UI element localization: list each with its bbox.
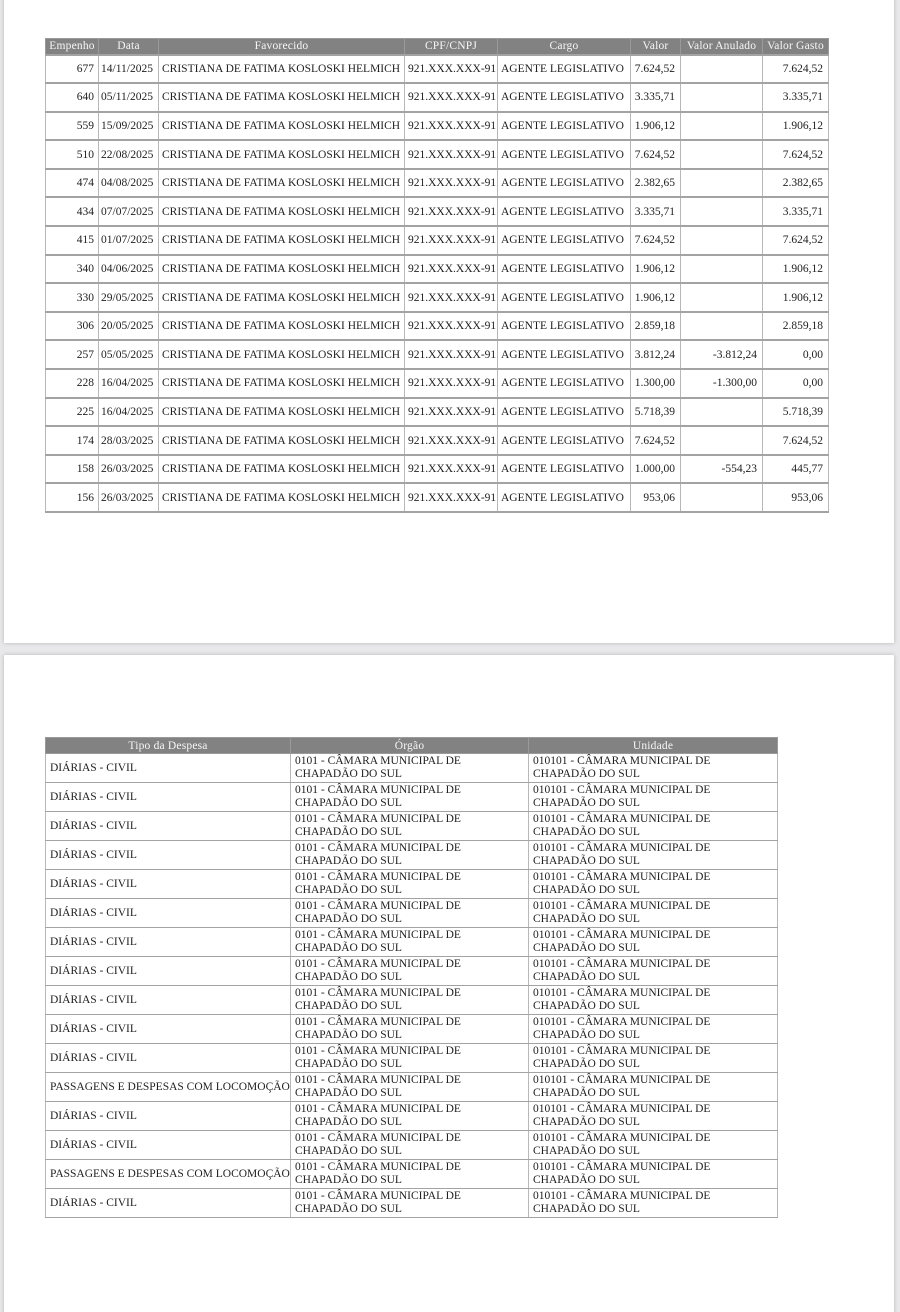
table-cell: 2.382,65 xyxy=(763,169,829,198)
table-cell: 1.906,12 xyxy=(763,255,829,284)
table-cell: DIÁRIAS - CIVIL xyxy=(46,754,291,783)
table-cell: 1.300,00 xyxy=(631,369,681,398)
table-cell: 7.624,52 xyxy=(631,55,681,84)
table-row xyxy=(46,1044,778,1073)
despesas-table-body xyxy=(46,754,778,1218)
table-cell: CRISTIANA DE FATIMA KOSLOSKI HELMICH xyxy=(159,169,405,198)
table-cell: 3.812,24 xyxy=(631,340,681,369)
table-cell: 921.XXX.XXX-91 xyxy=(405,197,498,226)
table-cell: 0101 - CÂMARA MUNICIPAL DE CHAPADÃO DO SUL xyxy=(291,783,529,812)
table-row xyxy=(46,1102,778,1131)
table-cell: 3.335,71 xyxy=(763,197,829,226)
table-cell: 0101 - CÂMARA MUNICIPAL DE CHAPADÃO DO SUL xyxy=(291,899,529,928)
table-cell: 677 xyxy=(46,55,99,84)
column-header: Unidade xyxy=(529,738,778,754)
table-cell: CRISTIANA DE FATIMA KOSLOSKI HELMICH xyxy=(159,340,405,369)
table-cell: CRISTIANA DE FATIMA KOSLOSKI HELMICH xyxy=(159,226,405,255)
table-cell: 22/08/2025 xyxy=(99,140,159,169)
table-row xyxy=(46,483,829,512)
table-cell: 921.XXX.XXX-91 xyxy=(405,55,498,84)
table-cell: 01/07/2025 xyxy=(99,226,159,255)
table-cell: AGENTE LEGISLATIVO xyxy=(498,255,631,284)
table-cell: PASSAGENS E DESPESAS COM LOCOMOÇÃO xyxy=(46,1073,291,1102)
table-row xyxy=(46,1189,778,1218)
table-row xyxy=(46,140,829,169)
table-cell: 228 xyxy=(46,369,99,398)
table-cell: -1.300,00 xyxy=(681,369,763,398)
table-row xyxy=(46,754,778,783)
table-cell: DIÁRIAS - CIVIL xyxy=(46,841,291,870)
table-cell: AGENTE LEGISLATIVO xyxy=(498,83,631,112)
table-cell: 921.XXX.XXX-91 xyxy=(405,226,498,255)
column-header: Favorecido xyxy=(159,39,405,55)
column-header: Tipo da Despesa xyxy=(46,738,291,754)
table-cell: CRISTIANA DE FATIMA KOSLOSKI HELMICH xyxy=(159,55,405,84)
table-cell: 953,06 xyxy=(631,483,681,512)
despesas-table-container xyxy=(45,737,778,1218)
table-row xyxy=(46,841,778,870)
table-cell: AGENTE LEGISLATIVO xyxy=(498,55,631,84)
table-row xyxy=(46,1160,778,1189)
table-cell: 921.XXX.XXX-91 xyxy=(405,283,498,312)
table-row xyxy=(46,899,778,928)
table-cell: 257 xyxy=(46,340,99,369)
table-cell: 156 xyxy=(46,483,99,512)
table-cell xyxy=(681,197,763,226)
table-cell: 330 xyxy=(46,283,99,312)
table-cell: 158 xyxy=(46,455,99,484)
table-row xyxy=(46,226,829,255)
table-cell: 0101 - CÂMARA MUNICIPAL DE CHAPADÃO DO SUL xyxy=(291,1015,529,1044)
table-row xyxy=(46,369,829,398)
table-cell: 5.718,39 xyxy=(763,398,829,427)
table-row xyxy=(46,83,829,112)
table-row xyxy=(46,783,778,812)
table-cell: 640 xyxy=(46,83,99,112)
table-row xyxy=(46,1073,778,1102)
table-cell: 010101 - CÂMARA MUNICIPAL DE CHAPADÃO DO SUL xyxy=(529,1131,778,1160)
table-cell: 5.718,39 xyxy=(631,398,681,427)
table-cell xyxy=(681,398,763,427)
table-cell: 0101 - CÂMARA MUNICIPAL DE CHAPADÃO DO SUL xyxy=(291,870,529,899)
table-cell: 010101 - CÂMARA MUNICIPAL DE CHAPADÃO DO SUL xyxy=(529,841,778,870)
table-cell: DIÁRIAS - CIVIL xyxy=(46,957,291,986)
despesas-table xyxy=(45,737,778,1218)
table-row xyxy=(46,283,829,312)
table-cell: 1.906,12 xyxy=(631,112,681,141)
table-cell: 010101 - CÂMARA MUNICIPAL DE CHAPADÃO DO SUL xyxy=(529,986,778,1015)
table-cell: CRISTIANA DE FATIMA KOSLOSKI HELMICH xyxy=(159,455,405,484)
table-cell: 474 xyxy=(46,169,99,198)
table-cell: AGENTE LEGISLATIVO xyxy=(498,340,631,369)
table-cell: 15/09/2025 xyxy=(99,112,159,141)
table-cell: 28/03/2025 xyxy=(99,426,159,455)
table-cell: 1.000,00 xyxy=(631,455,681,484)
table-cell: 20/05/2025 xyxy=(99,312,159,341)
table-cell: DIÁRIAS - CIVIL xyxy=(46,870,291,899)
table-cell: 510 xyxy=(46,140,99,169)
column-header: Órgão xyxy=(291,738,529,754)
table-cell: 559 xyxy=(46,112,99,141)
column-header: CPF/CNPJ xyxy=(405,39,498,55)
table-cell: DIÁRIAS - CIVIL xyxy=(46,812,291,841)
table-cell: PASSAGENS E DESPESAS COM LOCOMOÇÃO xyxy=(46,1160,291,1189)
table-cell: DIÁRIAS - CIVIL xyxy=(46,986,291,1015)
table-cell: AGENTE LEGISLATIVO xyxy=(498,398,631,427)
table-cell: 010101 - CÂMARA MUNICIPAL DE CHAPADÃO DO SUL xyxy=(529,1073,778,1102)
table-cell: 1.906,12 xyxy=(631,283,681,312)
table-cell: CRISTIANA DE FATIMA KOSLOSKI HELMICH xyxy=(159,426,405,455)
table-row xyxy=(46,197,829,226)
table-cell: 7.624,52 xyxy=(631,140,681,169)
table-cell: CRISTIANA DE FATIMA KOSLOSKI HELMICH xyxy=(159,83,405,112)
table-cell: DIÁRIAS - CIVIL xyxy=(46,1044,291,1073)
table-row xyxy=(46,928,778,957)
table-cell: 174 xyxy=(46,426,99,455)
table-cell: 7.624,52 xyxy=(631,226,681,255)
table-cell: 306 xyxy=(46,312,99,341)
table-row xyxy=(46,312,829,341)
table-cell: CRISTIANA DE FATIMA KOSLOSKI HELMICH xyxy=(159,197,405,226)
table-cell: 0,00 xyxy=(763,340,829,369)
table-cell: 0101 - CÂMARA MUNICIPAL DE CHAPADÃO DO SUL xyxy=(291,841,529,870)
empenhos-table-header xyxy=(46,39,829,55)
table-cell: -554,23 xyxy=(681,455,763,484)
table-cell: CRISTIANA DE FATIMA KOSLOSKI HELMICH xyxy=(159,112,405,141)
table-cell: 7.624,52 xyxy=(631,426,681,455)
table-cell: 0101 - CÂMARA MUNICIPAL DE CHAPADÃO DO SUL xyxy=(291,928,529,957)
table-cell: 921.XXX.XXX-91 xyxy=(405,398,498,427)
table-cell: AGENTE LEGISLATIVO xyxy=(498,455,631,484)
table-cell: DIÁRIAS - CIVIL xyxy=(46,928,291,957)
table-cell xyxy=(681,312,763,341)
table-cell: 010101 - CÂMARA MUNICIPAL DE CHAPADÃO DO SUL xyxy=(529,1189,778,1218)
column-header: Cargo xyxy=(498,39,631,55)
table-cell xyxy=(681,483,763,512)
table-cell: 2.859,18 xyxy=(763,312,829,341)
table-cell: 010101 - CÂMARA MUNICIPAL DE CHAPADÃO DO SUL xyxy=(529,754,778,783)
table-cell: 415 xyxy=(46,226,99,255)
table-cell xyxy=(681,283,763,312)
table-cell: CRISTIANA DE FATIMA KOSLOSKI HELMICH xyxy=(159,483,405,512)
table-cell: 04/06/2025 xyxy=(99,255,159,284)
table-row xyxy=(46,1131,778,1160)
document-page-2 xyxy=(4,655,894,1312)
table-cell: 07/07/2025 xyxy=(99,197,159,226)
table-cell: 7.624,52 xyxy=(763,55,829,84)
table-cell: AGENTE LEGISLATIVO xyxy=(498,140,631,169)
table-cell: 010101 - CÂMARA MUNICIPAL DE CHAPADÃO DO SUL xyxy=(529,1160,778,1189)
table-row xyxy=(46,870,778,899)
table-cell: 0,00 xyxy=(763,369,829,398)
table-cell xyxy=(681,426,763,455)
table-cell: CRISTIANA DE FATIMA KOSLOSKI HELMICH xyxy=(159,369,405,398)
table-cell: DIÁRIAS - CIVIL xyxy=(46,1102,291,1131)
column-header: Valor Anulado xyxy=(681,39,763,55)
table-cell: 0101 - CÂMARA MUNICIPAL DE CHAPADÃO DO SUL xyxy=(291,1160,529,1189)
table-cell: 010101 - CÂMARA MUNICIPAL DE CHAPADÃO DO SUL xyxy=(529,1015,778,1044)
table-cell: 010101 - CÂMARA MUNICIPAL DE CHAPADÃO DO SUL xyxy=(529,957,778,986)
table-cell: 0101 - CÂMARA MUNICIPAL DE CHAPADÃO DO SUL xyxy=(291,1073,529,1102)
table-cell: 340 xyxy=(46,255,99,284)
table-cell: 010101 - CÂMARA MUNICIPAL DE CHAPADÃO DO SUL xyxy=(529,1044,778,1073)
table-row xyxy=(46,986,778,1015)
table-cell: 29/05/2025 xyxy=(99,283,159,312)
table-cell: 0101 - CÂMARA MUNICIPAL DE CHAPADÃO DO SUL xyxy=(291,1189,529,1218)
header-row xyxy=(46,738,778,754)
table-cell: 0101 - CÂMARA MUNICIPAL DE CHAPADÃO DO SUL xyxy=(291,1131,529,1160)
table-cell: 26/03/2025 xyxy=(99,483,159,512)
table-cell: DIÁRIAS - CIVIL xyxy=(46,899,291,928)
table-cell: 010101 - CÂMARA MUNICIPAL DE CHAPADÃO DO SUL xyxy=(529,1102,778,1131)
table-cell: 3.335,71 xyxy=(631,83,681,112)
table-row xyxy=(46,169,829,198)
table-cell: 0101 - CÂMARA MUNICIPAL DE CHAPADÃO DO SUL xyxy=(291,1044,529,1073)
empenhos-table-container xyxy=(45,38,829,513)
table-cell: AGENTE LEGISLATIVO xyxy=(498,112,631,141)
table-cell: 921.XXX.XXX-91 xyxy=(405,312,498,341)
table-cell: AGENTE LEGISLATIVO xyxy=(498,169,631,198)
table-cell: 921.XXX.XXX-91 xyxy=(405,169,498,198)
table-row xyxy=(46,340,829,369)
column-header: Empenho xyxy=(46,39,99,55)
table-cell: AGENTE LEGISLATIVO xyxy=(498,483,631,512)
table-cell: 921.XXX.XXX-91 xyxy=(405,483,498,512)
table-cell xyxy=(681,112,763,141)
table-cell: 0101 - CÂMARA MUNICIPAL DE CHAPADÃO DO SUL xyxy=(291,1102,529,1131)
column-header: Data xyxy=(99,39,159,55)
table-cell: 0101 - CÂMARA MUNICIPAL DE CHAPADÃO DO SUL xyxy=(291,812,529,841)
table-cell: AGENTE LEGISLATIVO xyxy=(498,197,631,226)
table-cell: 921.XXX.XXX-91 xyxy=(405,83,498,112)
table-cell: 1.906,12 xyxy=(631,255,681,284)
empenhos-table xyxy=(45,38,829,513)
table-cell: AGENTE LEGISLATIVO xyxy=(498,312,631,341)
table-cell: CRISTIANA DE FATIMA KOSLOSKI HELMICH xyxy=(159,398,405,427)
table-cell: 2.382,65 xyxy=(631,169,681,198)
table-row xyxy=(46,112,829,141)
table-cell: CRISTIANA DE FATIMA KOSLOSKI HELMICH xyxy=(159,255,405,284)
column-header: Valor Gasto xyxy=(763,39,829,55)
table-cell: 445,77 xyxy=(763,455,829,484)
table-cell: AGENTE LEGISLATIVO xyxy=(498,283,631,312)
table-cell: 1.906,12 xyxy=(763,283,829,312)
table-cell: 921.XXX.XXX-91 xyxy=(405,455,498,484)
table-cell: DIÁRIAS - CIVIL xyxy=(46,1189,291,1218)
table-cell: 1.906,12 xyxy=(763,112,829,141)
empenhos-table-body xyxy=(46,55,829,513)
despesas-table-header xyxy=(46,738,778,754)
table-cell: DIÁRIAS - CIVIL xyxy=(46,1015,291,1044)
table-cell: 7.624,52 xyxy=(763,426,829,455)
table-row xyxy=(46,426,829,455)
table-cell: 921.XXX.XXX-91 xyxy=(405,340,498,369)
table-cell: 3.335,71 xyxy=(631,197,681,226)
table-cell: 921.XXX.XXX-91 xyxy=(405,112,498,141)
table-cell: 7.624,52 xyxy=(763,140,829,169)
table-cell: 225 xyxy=(46,398,99,427)
table-cell: 0101 - CÂMARA MUNICIPAL DE CHAPADÃO DO SUL xyxy=(291,957,529,986)
table-cell xyxy=(681,83,763,112)
table-cell: 2.859,18 xyxy=(631,312,681,341)
table-cell: 0101 - CÂMARA MUNICIPAL DE CHAPADÃO DO SUL xyxy=(291,986,529,1015)
table-cell: 16/04/2025 xyxy=(99,369,159,398)
table-cell: CRISTIANA DE FATIMA KOSLOSKI HELMICH xyxy=(159,312,405,341)
table-cell xyxy=(681,255,763,284)
table-row xyxy=(46,957,778,986)
table-row xyxy=(46,812,778,841)
table-cell: 921.XXX.XXX-91 xyxy=(405,426,498,455)
table-cell xyxy=(681,140,763,169)
table-cell: 05/11/2025 xyxy=(99,83,159,112)
table-row xyxy=(46,1015,778,1044)
table-cell: 26/03/2025 xyxy=(99,455,159,484)
table-cell: 921.XXX.XXX-91 xyxy=(405,369,498,398)
table-cell: 05/05/2025 xyxy=(99,340,159,369)
document-page-1 xyxy=(4,0,894,643)
table-cell: DIÁRIAS - CIVIL xyxy=(46,783,291,812)
table-cell: 434 xyxy=(46,197,99,226)
table-row xyxy=(46,398,829,427)
table-cell: -3.812,24 xyxy=(681,340,763,369)
table-cell xyxy=(681,169,763,198)
table-cell xyxy=(681,226,763,255)
column-header: Valor xyxy=(631,39,681,55)
table-row xyxy=(46,255,829,284)
table-cell: 010101 - CÂMARA MUNICIPAL DE CHAPADÃO DO SUL xyxy=(529,812,778,841)
table-cell: 04/08/2025 xyxy=(99,169,159,198)
header-row xyxy=(46,39,829,55)
table-cell: 14/11/2025 xyxy=(99,55,159,84)
table-cell: 7.624,52 xyxy=(763,226,829,255)
table-cell: 010101 - CÂMARA MUNICIPAL DE CHAPADÃO DO SUL xyxy=(529,928,778,957)
table-cell: 3.335,71 xyxy=(763,83,829,112)
table-cell: 010101 - CÂMARA MUNICIPAL DE CHAPADÃO DO SUL xyxy=(529,783,778,812)
table-cell: 953,06 xyxy=(763,483,829,512)
table-cell: 16/04/2025 xyxy=(99,398,159,427)
table-cell: CRISTIANA DE FATIMA KOSLOSKI HELMICH xyxy=(159,140,405,169)
table-row xyxy=(46,55,829,84)
table-cell: 010101 - CÂMARA MUNICIPAL DE CHAPADÃO DO SUL xyxy=(529,870,778,899)
table-row xyxy=(46,455,829,484)
table-cell: 921.XXX.XXX-91 xyxy=(405,255,498,284)
table-cell: 010101 - CÂMARA MUNICIPAL DE CHAPADÃO DO SUL xyxy=(529,899,778,928)
table-cell: 0101 - CÂMARA MUNICIPAL DE CHAPADÃO DO SUL xyxy=(291,754,529,783)
table-cell: AGENTE LEGISLATIVO xyxy=(498,226,631,255)
table-cell: AGENTE LEGISLATIVO xyxy=(498,426,631,455)
table-cell: DIÁRIAS - CIVIL xyxy=(46,1131,291,1160)
table-cell: 921.XXX.XXX-91 xyxy=(405,140,498,169)
table-cell xyxy=(681,55,763,84)
table-cell: CRISTIANA DE FATIMA KOSLOSKI HELMICH xyxy=(159,283,405,312)
table-cell: AGENTE LEGISLATIVO xyxy=(498,369,631,398)
